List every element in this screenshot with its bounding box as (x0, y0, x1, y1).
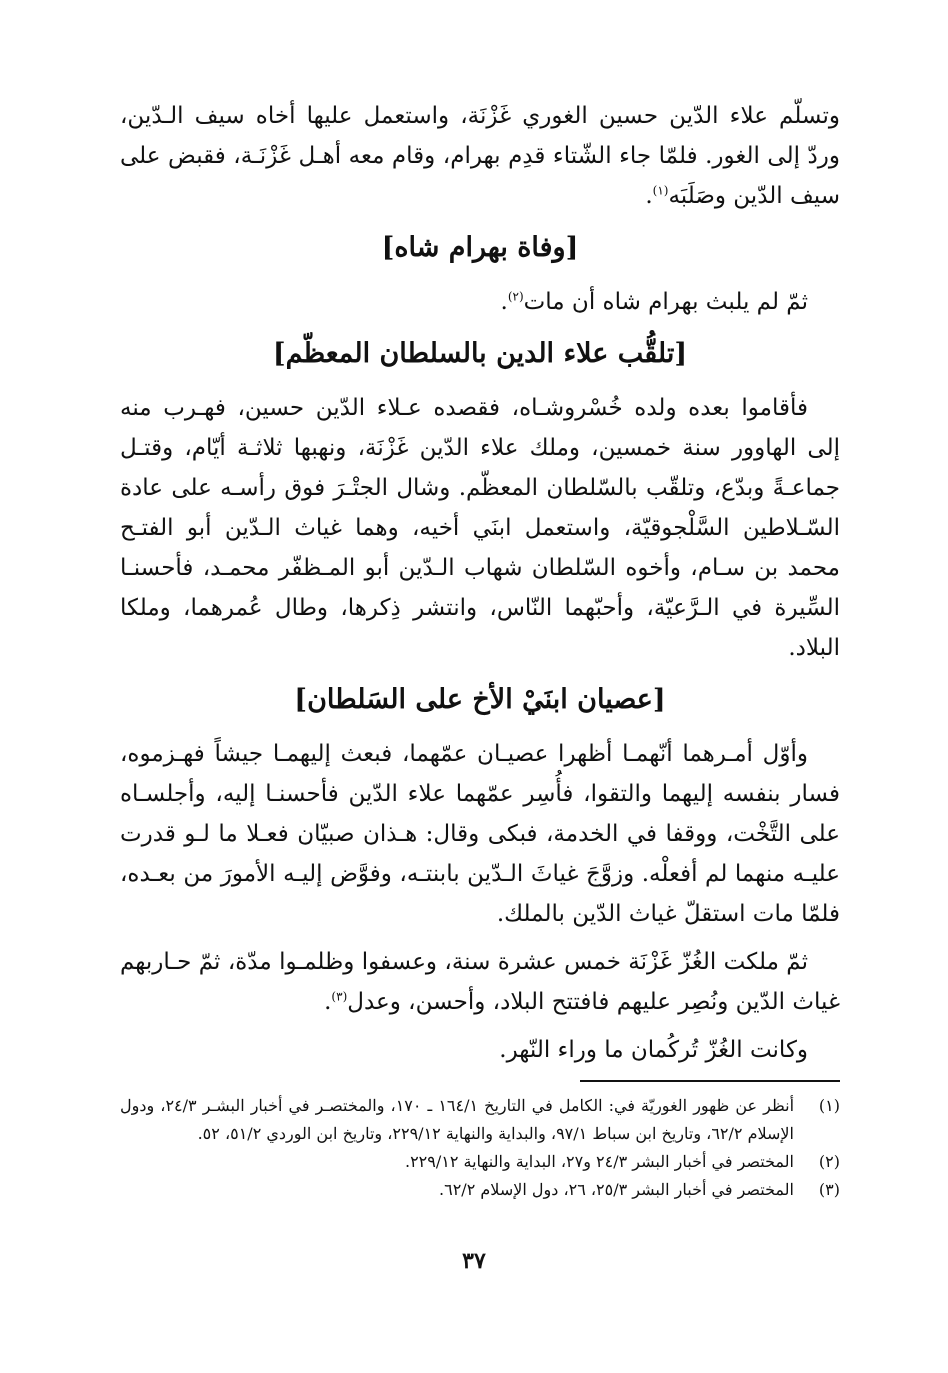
footnote-1-text: أنظر عن ظهور الغوريّة في: الكامل في التاريخ ١٦٤/١ ـ ١٧٠، والمختصـر في أخبار البشـر ٢٤/٣، ودول الإسلام ٦٢/٢، وتاريخ ابن سباط ٩٧/١، والبداية والنهاية ٢٢٩/١٢، وتاريخ ابن الوردي ٥١/٢، ٥٢. (120, 1096, 795, 1143)
footnotes (120, 1092, 840, 1204)
paragraph-5-end: . (324, 989, 332, 1015)
paragraph-2-text: ثمّ لم يلبث بهرام شاه أن مات (523, 289, 808, 315)
footnote-ref-2[interactable]: (٢) (507, 289, 524, 304)
footnote-1 (120, 1092, 840, 1148)
footnote-ref-1[interactable]: (١) (652, 183, 669, 198)
paragraph-1-text: وتسلّم علاء الدّين حسين الغوري غَزْنَة، واستعمل عليها أخاه سيف الـدّين، وردّ إلى الغور. فلمّا جاء الشّتاء قدِم بهرام، وقام معه أهـل غَزْنَـة، فقبض على سيف الدّين وصَلَبَه (120, 103, 840, 209)
paragraph-1-end: . (645, 183, 653, 209)
paragraph-4: وأوّل أمـرهما أنّهمـا أظهرا عصيـان عمّهما، فبعث إليهمـا جيشاً فهـزموه، فسار بنفسه إليهما والتقوا، فأُسِر عمّهما علاء الدّين فأحسنـا إليه، وأجلسـاه على التَّخْت، ووقفا في الخدمة، فبكى وقال: هـذان صبيّان فعـلا ما لـو قدرت عليـه منهما لم أفعلْه. وزوَّجَ غياثَ الـدّين بابنتـه، وفوَّض إليـه الأمورَ من بعـده، فلمّا مات استقلّ غياث الدّين بالملك. (120, 741, 840, 927)
footnote-2-number: (٢) (818, 1152, 840, 1171)
page-number: ٣٧ (462, 1248, 486, 1274)
footnote-3-number: (٣) (818, 1180, 840, 1199)
footnote-3-text: المختصر في أخبار البشر ٢٥/٣، ٢٦، دول الإسلام ٦٢/٢. (439, 1180, 794, 1199)
section-heading-death-of-bahram: [وفاة بهرام شاه] (381, 232, 579, 263)
footnote-2 (120, 1148, 840, 1176)
paragraph-5-text: ثمّ ملكت الغُزّ غَزْنَة خمس عشرة سنة، وعسفوا وظلمـوا مدّة، ثمّ حـاربهم غياث الدّين ونُصِر عليهم فافتتح البلاد، وأحسن، وعدل (120, 949, 840, 1015)
footnote-1-number: (١) (818, 1096, 840, 1115)
paragraph-5 (120, 942, 840, 1022)
paragraph-2-end: . (500, 289, 508, 315)
footnote-3 (120, 1176, 840, 1204)
section-heading-title-of-alaa-aldin: [تلقُّب علاء الدين بالسلطان المعظّم] (272, 338, 688, 369)
paragraph-1 (120, 96, 840, 216)
page-body (120, 96, 840, 1204)
section-heading-rebellion: [عصيان ابنَيْ الأخ على السَلطان] (294, 684, 666, 715)
paragraph-3: فأقاموا بعده ولده خُسْروشـاه، فقصده عـلاء الدّين حسين، فهـرب منه إلى الهاوور سنة خمسين، وملك علاء الدّين غَزْنَة، ونهبها ثلاثـة أيّام، وقتـل جماعـةً وبدّع، وتلقّب بالسّلطان المعظّم. وشال الجتْـرَ فوق رأسـه على عادة السّـلاطين السَّلْجوقيّة، واستعمل ابنَي أخيه، وهما غياث الـدّين أبو الفتـح محمد بن سـام، وأخوه السّلطان شهاب الـدّين أبو المـظفّر محمـد، فأحسنـا السِّيرة في الـرَّعيّة، وأحبّهما النّاس، وانتشر ذِكرها، وطال عُمرهما، وملكا البلاد. (120, 395, 840, 661)
paragraph-6: وكانت الغُزّ تُركُمان ما وراء النّهر. (499, 1037, 808, 1063)
footnote-divider (580, 1080, 840, 1082)
footnote-ref-3[interactable]: (٣) (331, 989, 348, 1004)
paragraph-2 (120, 282, 840, 322)
footnote-2-text: المختصر في أخبار البشر ٢٤/٣ و٢٧، البداية والنهاية ٢٢٩/١٢. (404, 1152, 794, 1171)
